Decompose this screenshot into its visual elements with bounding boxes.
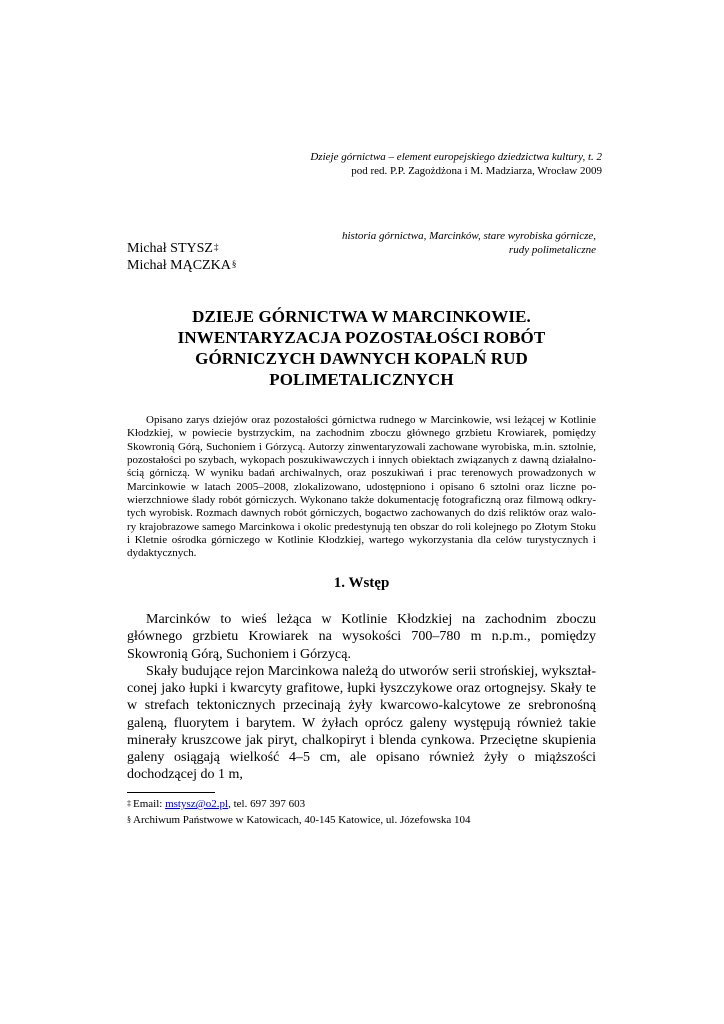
author-1: [127, 240, 236, 257]
footnote-1-label: Email:: [133, 798, 166, 810]
running-header: [310, 150, 602, 178]
author-1-name: Michał STYSZ: [127, 241, 213, 256]
editors-line: pod red. P.P. Zagożdżona i M. Madziarza, Wrocław 2009: [351, 165, 602, 177]
title-line-1: DZIEJE GÓRNICTWA W MARCINKOWIE.: [192, 307, 531, 326]
body-paragraph-2: Skały budujące rejon Marcinkowa należą do utworów serii strońskiej, wykształconej jako łupki i kwarcyty grafitowe, łupki łyszczykowe oraz ortognejsy. Skały te w strefach tektonicznych przecinają żyły kwarcowo-kalcytowe ze srebronośną galeną, fluorytem i barytem. W żyłach oprócz galeny występują również takie minerały kruszcowe jak piryt, chalkopiryt i blenda cynkowa. Przeciętne skupienia galeny osiągają wielkość 4–5 cm, ale opisano również żyły o miąższości dochodzącej do 1 m,: [127, 663, 596, 783]
keywords-line-1: historia górnictwa, Marcinków, stare wyrobiska górnicze,: [341, 230, 596, 242]
abstract: Opisano zarys dziejów oraz pozostałości górnictwa rudnego w Marcinkowie, wsi leżącej w Kotlinie Kłodzkiej, w powiecie bystrzyckim, na zachodnim zboczu głównego grzbietu Krowiarek, pomiędzy Skowronią Górą, Suchoniem i Górzycą. Autorzy zinwentaryzowali zachowane wyrobiska, m.in. sztolnie, pozostałości po szybach, wykopach poszukiwawczych i innych obiektach związanych z dawną działalnością górniczą. W wyniku badań archiwalnych, oraz poszukiwań i prac terenowych prowadzonych w Marcinkowie w latach 2005–2008, zlokalizowano, udostępniono i opisano 6 sztolni oraz liczne powierzchniowe ślady robót górniczych. Wykonano także dokumentację fotograficzną oraz filmową odkrytych wyrobisk. Rozmach dawnych robót górniczych, bogactwo zachowanych do dziś reliktów oraz walory krajobrazowe samego Marcinkowa i okolic predestynują ten obszar do roli kolejnego po Złotym Stoku i Kletnie ośrodka górniczego w Kotlinie Kłodzkiej, wartego wykorzystania dla celów turystycznych i dydaktycznych.: [127, 414, 596, 560]
author-2: [127, 257, 236, 274]
footnote-1-rest: , tel. 697 397 603: [228, 798, 306, 810]
author-2-name: Michał MĄCZKA: [127, 258, 231, 273]
keywords: [342, 229, 596, 257]
footnote-2: [127, 813, 471, 827]
author-2-mark: §: [231, 259, 237, 269]
footnote-1: [127, 797, 305, 811]
author-email-link[interactable]: mstysz@o2.pl: [165, 798, 229, 810]
title-line-2: INWENTARYZACJA POZOSTAŁOŚCI ROBÓT: [177, 328, 546, 347]
footnote-rule: [127, 792, 215, 793]
section-body: [127, 611, 596, 784]
title-line-4: POLIMETALICZNYCH: [269, 370, 454, 389]
paper-title: [127, 306, 596, 390]
series-line: Dzieje górnictwa – element europejskiego dziedzictwa kultury, t. 2: [310, 151, 602, 163]
author-1-mark: ‡: [213, 242, 219, 252]
authors-block: [127, 240, 236, 274]
footnote-2-mark: §: [127, 815, 131, 824]
section-heading: 1. Wstęp: [333, 575, 390, 591]
keywords-line-2: rudy polimetaliczne: [508, 244, 596, 256]
title-line-3: GÓRNICZYCH DAWNYCH KOPALŃ RUD: [195, 349, 528, 368]
footnote-2-text: Archiwum Państwowe w Katowicach, 40-145 Katowice, ul. Józefowska 104: [133, 814, 471, 826]
body-paragraph-1: Marcinków to wieś leżąca w Kotlinie Kłodzkiej na zachodnim zboczu głównego grzbietu Krowiarek na wysokości 700–780 m n.p.m., pomiędzy Skowronią Górą, Suchoniem i Górzycą.: [127, 612, 596, 662]
footnote-1-mark: ‡: [127, 799, 131, 808]
